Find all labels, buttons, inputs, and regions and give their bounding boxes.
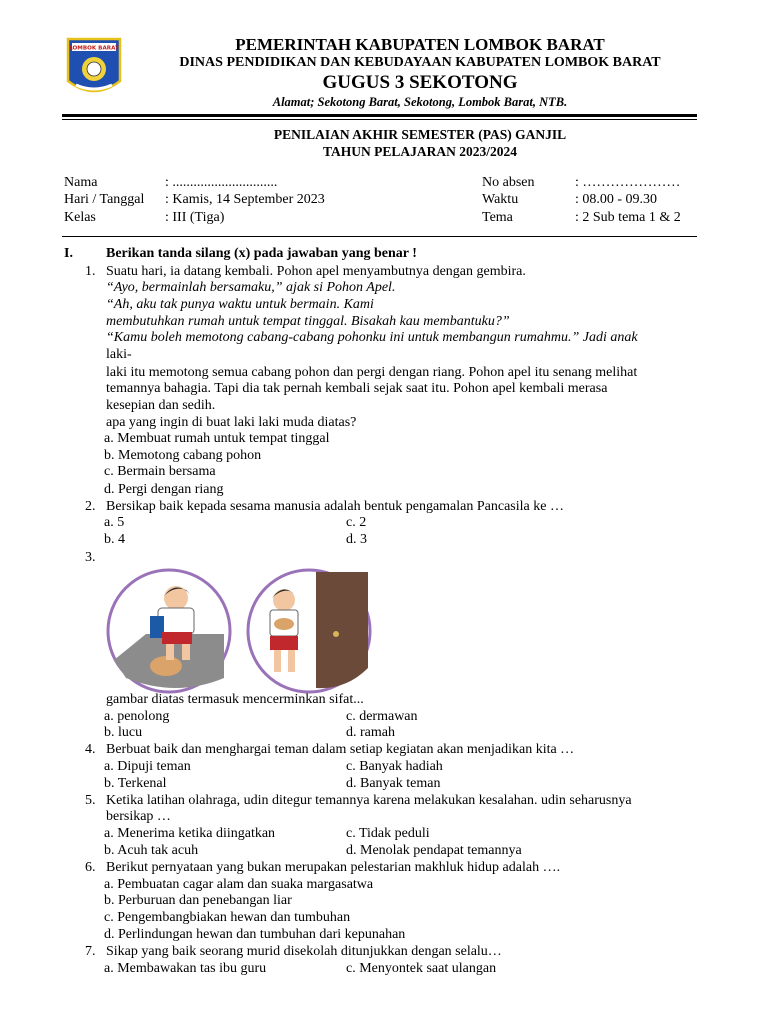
q6-option-a[interactable]: a. Pembuatan cagar alam dan suaka margasatwa <box>104 877 374 892</box>
q6-option-c[interactable]: c. Pengembangbiakan hewan dan tumbuhan <box>104 910 351 925</box>
q7-text: Sikap yang baik seorang murid disekolah ditunjukkan dengan selalu… <box>106 944 502 959</box>
q1-line: Suatu hari, ia datang kembali. Pohon apel menyambutnya dengan gembira. <box>106 264 526 279</box>
q4-option-b[interactable]: b. Terkenal <box>104 776 167 791</box>
q7-option-a[interactable]: a. Membawakan tas ibu guru <box>104 961 267 976</box>
q5-option-c[interactable]: c. Tidak peduli <box>346 826 430 841</box>
waktu-value: : 08.00 - 09.30 <box>575 192 658 207</box>
q1-option-c[interactable]: c. Bermain bersama <box>104 464 216 479</box>
letterhead-line-3: GUGUS 3 SEKOTONG <box>322 72 518 93</box>
q2-text: Bersikap baik kepada sesama manusia adalah bentuk pengamalan Pancasila ke … <box>106 499 564 514</box>
q1-option-a[interactable]: a. Membuat rumah untuk tempat tinggal <box>104 431 330 446</box>
q2-number: 2. <box>85 499 96 514</box>
info-rule <box>62 236 697 237</box>
header-rule-thick <box>62 114 697 117</box>
hari-label: Hari / Tanggal <box>64 192 145 207</box>
q2-option-a[interactable]: a. 5 <box>104 515 125 530</box>
kelas-label: Kelas <box>64 210 96 225</box>
q1-line: kesepian dan sedih. <box>106 398 216 413</box>
q1-question: apa yang ingin di buat laki laki muda diatas? <box>106 415 357 430</box>
q6-option-b[interactable]: b. Perburuan dan penebangan liar <box>104 893 292 908</box>
hari-value: : Kamis, 14 September 2023 <box>165 192 325 207</box>
letterhead-line-1: PEMERINTAH KABUPATEN LOMBOK BARAT <box>235 35 605 54</box>
tema-label: Tema <box>482 210 513 225</box>
exam-title: PENILAIAN AKHIR SEMESTER (PAS) GANJIL <box>273 127 567 142</box>
q4-option-a[interactable]: a. Dipuji teman <box>104 759 191 774</box>
header-rule-thin <box>62 119 697 120</box>
q5-number: 5. <box>85 793 96 808</box>
q6-option-d[interactable]: d. Perlindungan hewan dan tumbuhan dari kepunahan <box>104 927 406 942</box>
q3-option-a[interactable]: a. penolong <box>104 709 170 724</box>
q3-option-b[interactable]: b. lucu <box>104 725 143 740</box>
logo-text: LOMBOK BARAT <box>69 45 119 52</box>
waktu-label: Waktu <box>482 192 519 207</box>
section-instruction: Berikan tanda silang (x) pada jawaban yang benar ! <box>106 246 417 261</box>
q5-text-cont: bersikap … <box>106 809 171 824</box>
nama-label: Nama <box>64 175 98 190</box>
q4-option-d[interactable]: d. Banyak teman <box>346 776 441 791</box>
q1-option-d[interactable]: d. Pergi dengan riang <box>104 482 224 497</box>
q5-text: Ketika latihan olahraga, udin ditegur temannya karena melakukan kesalahan. udin seharusnya <box>106 793 632 808</box>
exam-year: TAHUN PELAJARAN 2023/2024 <box>322 144 517 159</box>
q5-option-d[interactable]: d. Menolak pendapat temannya <box>346 843 522 858</box>
q6-text: Berikut pernyataan yang bukan merupakan pelestarian makhluk hidup adalah …. <box>106 860 561 875</box>
q3-option-c[interactable]: c. dermawan <box>346 709 418 724</box>
q7-number: 7. <box>85 944 96 959</box>
q2-option-b[interactable]: b. 4 <box>104 532 125 547</box>
q1-number: 1. <box>85 264 96 279</box>
letterhead-line-2: DINAS PENDIDIKAN DAN KEBUDAYAAN KABUPATEN LOMBOK BARAT <box>179 55 661 70</box>
q1-line: “Ah, aku tak punya waktu untuk bermain. Kami <box>106 297 374 312</box>
section-number: I. <box>64 246 73 261</box>
q6-number: 6. <box>85 860 96 875</box>
q1-line: membutuhkan rumah untuk tempat tinggal. Bisakah kau membantuku?” <box>106 314 510 329</box>
q3-option-d[interactable]: d. ramah <box>346 725 395 740</box>
q2-option-d[interactable]: d. 3 <box>346 532 367 547</box>
absen-field[interactable]: : ………………… <box>575 175 681 190</box>
q1-line: “Ayo, bermainlah bersamaku,” ajak si Pohon Apel. <box>106 280 396 295</box>
tema-value: : 2 Sub tema 1 & 2 <box>575 210 681 225</box>
q1-line: temannya bahagia. Tapi dia tak pernah kembali sejak saat itu. Pohon apel kembali merasa <box>106 381 608 396</box>
q4-option-c[interactable]: c. Banyak hadiah <box>346 759 443 774</box>
q2-option-c[interactable]: c. 2 <box>346 515 367 530</box>
helping-children-illustration <box>106 568 372 694</box>
q7-option-c[interactable]: c. Menyontek saat ulangan <box>346 961 497 976</box>
nama-field[interactable]: : .............................. <box>165 175 278 190</box>
regency-logo <box>66 37 122 101</box>
q1-line: “Kamu boleh memotong cabang-cabang pohonku ini untuk membangun rumahmu.” Jadi anak <box>106 330 638 345</box>
q1-line: laki- <box>106 347 132 362</box>
absen-label: No absen <box>482 175 535 190</box>
letterhead-address: Alamat; Sekotong Barat, Sekotong, Lombok Barat, NTB. <box>272 95 568 109</box>
q4-number: 4. <box>85 742 96 757</box>
q5-option-a[interactable]: a. Menerima ketika diingatkan <box>104 826 276 841</box>
q1-option-b[interactable]: b. Memotong cabang pohon <box>104 448 262 463</box>
q3-text: gambar diatas termasuk mencerminkan sifat... <box>106 692 364 707</box>
q1-line: laki itu memotong semua cabang pohon dan pergi dengan riang. Pohon apel itu senang melihat <box>106 365 638 380</box>
q4-text: Berbuat baik dan menghargai teman dalam setiap kegiatan akan menjadikan kita … <box>106 742 575 757</box>
q5-option-b[interactable]: b. Acuh tak acuh <box>104 843 199 858</box>
kelas-value: : III (Tiga) <box>165 210 225 225</box>
q3-number: 3. <box>85 550 96 565</box>
